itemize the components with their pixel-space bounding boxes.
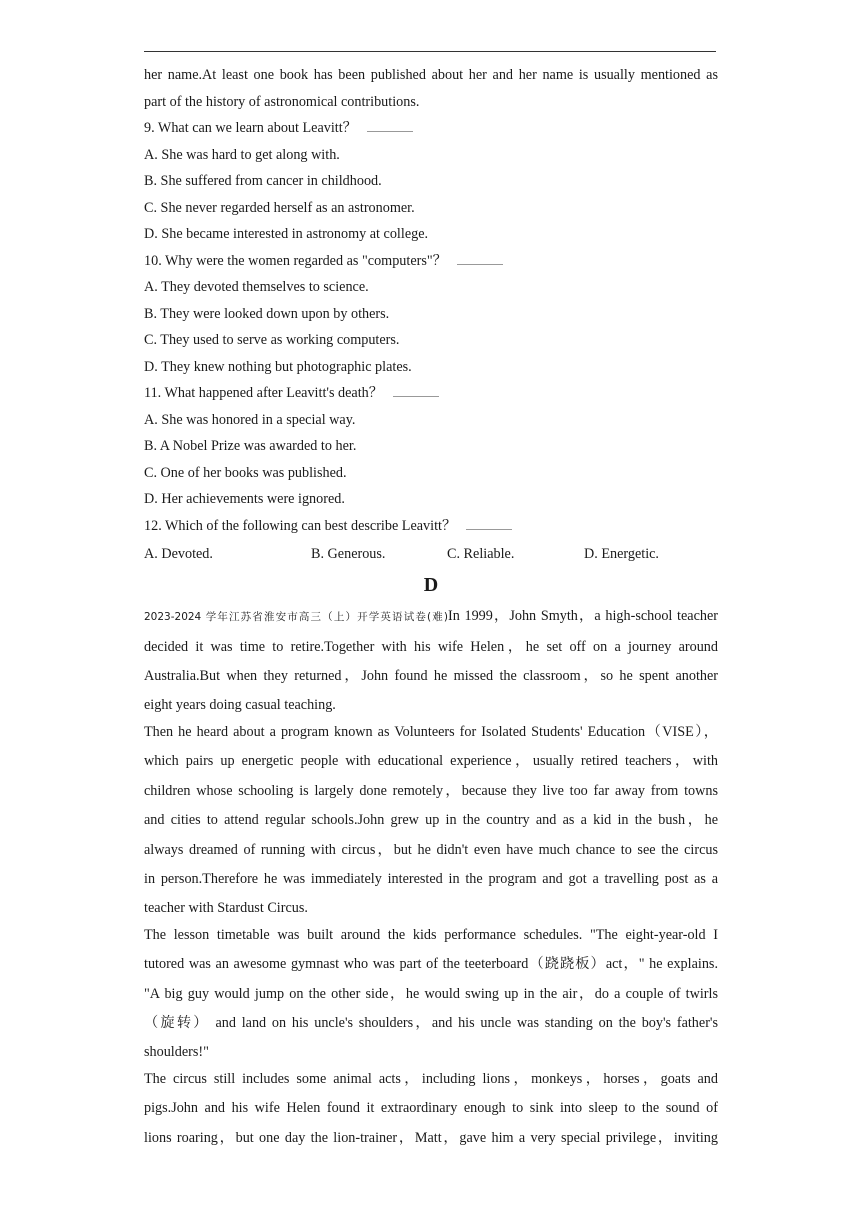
answer-option: A. She was hard to get along with. bbox=[144, 146, 340, 163]
answer-option: C. Reliable. bbox=[447, 546, 515, 562]
answer-option: C. They used to serve as working computers. bbox=[144, 332, 400, 348]
text-line: teacher with Stardust Circus. bbox=[144, 899, 308, 916]
text-line: and cities to attend regular schools.John grew up in the country and as a kid in the bush，he bbox=[144, 812, 718, 828]
text-line: always dreamed of running with circus，but he didn't even have much chance to see the circus bbox=[144, 841, 718, 858]
answer-option: B. A Nobel Prize was awarded to her. bbox=[144, 438, 357, 454]
text-line: "A big guy would jump on the other side，he would swing up in the air，do a couple of twirls bbox=[144, 985, 718, 1002]
question-stem: 12. Which of the following can best describe Leavitt？ bbox=[144, 517, 457, 534]
text-fragment: In 1999，John Smyth，a high-school teacher bbox=[447, 608, 718, 624]
answer-blank[interactable] bbox=[457, 253, 503, 265]
answer-blank[interactable] bbox=[393, 385, 439, 397]
answer-option: D. She became interested in astronomy at college. bbox=[144, 226, 429, 242]
answer-option: D. Energetic. bbox=[584, 546, 659, 562]
answer-option: A. Devoted. bbox=[144, 546, 213, 562]
answer-blank[interactable] bbox=[367, 120, 413, 132]
answer-option: B. Generous. bbox=[311, 546, 386, 562]
question-stem: 11. What happened after Leavitt's death？ bbox=[144, 385, 383, 401]
options-row bbox=[144, 540, 718, 568]
text-line: lions roaring，but one day the lion-trainer，Matt，gave him a very special privilege，inviting bbox=[144, 1129, 718, 1146]
page-content bbox=[144, 62, 718, 1153]
passage-c-tail bbox=[144, 62, 718, 115]
text-line: part of the history of astronomical contributions. bbox=[144, 93, 420, 110]
answer-blank[interactable] bbox=[466, 518, 512, 530]
question-12 bbox=[144, 513, 718, 569]
answer-option: C. One of her books was published. bbox=[144, 464, 347, 481]
answer-option: B. They were looked down upon by others. bbox=[144, 305, 390, 322]
text-line: which pairs up energetic people with educational experience，usually retired teachers，with bbox=[144, 753, 718, 769]
passage-d bbox=[144, 602, 718, 1153]
text-line: pigs.John and his wife Helen found it extraordinary enough to sink into sleep to the sound of bbox=[144, 1100, 718, 1116]
header-rule bbox=[144, 51, 716, 52]
answer-option: D. Her achievements were ignored. bbox=[144, 491, 345, 507]
text-line: Australia.But when they returned，John found he missed the classroom，so he spent another bbox=[144, 668, 718, 684]
text-line: tutored was an awesome gymnast who was part of the teeterboard（跷跷板）act，" he explains. bbox=[144, 956, 718, 972]
text-line: （旋转） and land on his uncle's shoulders，and his uncle was standing on the boy's father's bbox=[144, 1015, 718, 1031]
answer-option: D. They knew nothing but photographic plates. bbox=[144, 358, 412, 375]
text-line: Then he heard about a program known as Volunteers for Isolated Students' Education（VISE）， bbox=[144, 723, 718, 740]
question-11 bbox=[144, 380, 718, 513]
text-line: The lesson timetable was built around the kids performance schedules. "The eight-year-old I bbox=[144, 926, 718, 943]
question-9 bbox=[144, 115, 718, 248]
question-stem: 10. Why were the women regarded as "computers"？ bbox=[144, 252, 447, 269]
answer-option: B. She suffered from cancer in childhood. bbox=[144, 173, 382, 189]
text-line: eight years doing casual teaching. bbox=[144, 696, 336, 713]
answer-option: C. She never regarded herself as an astronomer. bbox=[144, 199, 415, 216]
text-line: decided it was time to retire.Together with his wife Helen，he set off on a journey around bbox=[144, 638, 718, 655]
question-stem: 9. What can we learn about Leavitt？ bbox=[144, 120, 357, 136]
source-note: 2023-2024 学年江苏省淮安市高三（上）开学英语试卷(难) bbox=[144, 611, 448, 623]
text-line: her name.At least one book has been published about her and her name is usually mentioned as bbox=[144, 67, 718, 83]
text-line: in person.Therefore he was immediately interested in the program and got a travelling post as a bbox=[144, 871, 718, 887]
answer-option: A. She was honored in a special way. bbox=[144, 411, 356, 428]
text-line: children whose schooling is largely done remotely，because they live too far away from towns bbox=[144, 782, 718, 799]
text-line: The circus still includes some animal acts，including lions，monkeys，horses，goats and bbox=[144, 1070, 718, 1087]
question-10 bbox=[144, 248, 718, 381]
text-line: shoulders!" bbox=[144, 1043, 209, 1060]
answer-option: A. They devoted themselves to science. bbox=[144, 279, 369, 295]
section-title: D bbox=[423, 574, 439, 596]
